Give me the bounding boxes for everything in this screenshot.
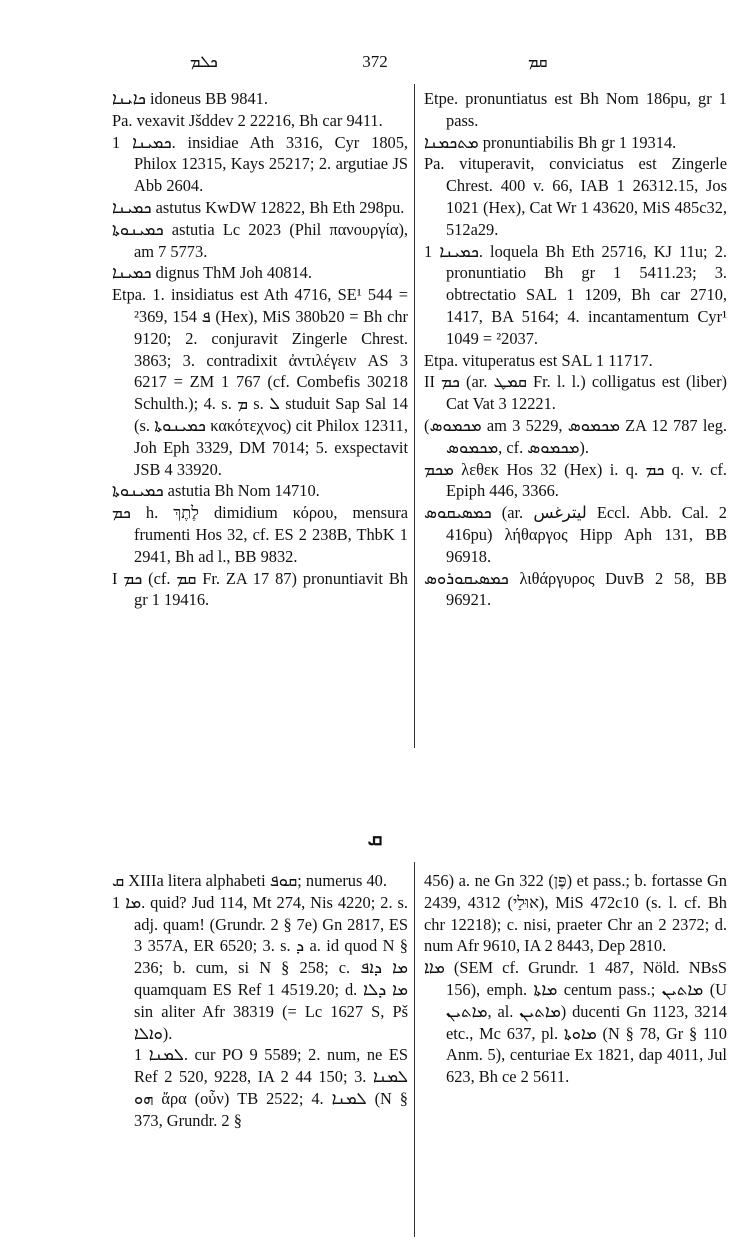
dictionary-entry: ܟܡ h. לֶתֶךְ dimidium κόρου, mensura frumenti Hos 32, cf. ES 2 238B, ThbK 1 2941, Bh ad l., BB 9832. — [112, 503, 408, 566]
dictionary-entry: ܟܡܝܢܘܬܐ astutia Bh Nom 14710. — [112, 481, 320, 501]
column-divider-top — [414, 84, 415, 748]
dictionary-entry: ܡܐ 1. quid? Jud 114, Mt 274, Nis 4220; 2. s. adj. quam! (Grundr. 2 § 7e) Gn 2817, ES 3 357A, ER 6520; 3. s. ܕ a. id quod N § 236; b. cum, si N § 258; c. ܡܐ ܕܐܦ quamquam ES Ref 1 4519.20; d. ܡܐ ܕܠܐ sin aliter Afr 38319 (= Lc 1627 S, Pš ܘܐܠܐ). — [112, 892, 409, 1043]
dictionary-entry: Etpa. 1. insidiatus est Ath 4716, SE¹ 544 = ²369, ܦ 154 (Hex), MiS 380b20 = Bh chr 9120; 2. conjuravit Zingerle Chrest. 3863; 3. contradixit ἀντιλέγειν AS 3 6217 = ZM 1 767 (cf. Combefis 30218 Schulth.); 4. s. ܡ s. ܠ studuit Sap Sal 14 (s. ܟܡܝܢܘܬܐ κακότεχνος) cit Philox 12311, Joh Eph 3329, DM 7014; 5. exspectavit JSB 4 33920. — [112, 285, 408, 479]
dictionary-entry: ܟܡܣܝܩܘܪܘܣ λιθάργυρος DuvB 2 58, BB 96921. — [424, 568, 727, 610]
page-header — [0, 52, 750, 76]
page-number: 372 — [362, 52, 388, 71]
left-column-bottom — [112, 870, 408, 1132]
dictionary-entry: 456) a. ne Gn 322 (פֶּן) et pass.; b. fortasse Gn 2439, 4312 (אוּלַי), MiS 472c10 (s. l. cf. Bh chr 12218); c. nisi, praeter Chr an 2 2372; d. num Afr 9610, IA 2 8443, Dep 2810. — [424, 871, 728, 956]
dictionary-entry: ܠܡܢܐ 1. cur PO 9 5589; 2. num, ne ES Ref 2 520, 9228, IA 2 44 150; 3. ܠܡܢܐ ܗܘ ἄρα (οὖν) TB 2522; 4. ܠܡܢܐ (N § 373, Grundr. 2 § — [134, 1045, 408, 1130]
dictionary-entry: Etpa. vituperatus est SAL 1 11717. — [424, 350, 653, 370]
column-divider-bottom — [414, 862, 415, 1237]
section-letter: ܩ — [367, 826, 383, 850]
dictionary-entry: ܟܐܝܢܐ idoneus BB 9841. — [112, 89, 268, 108]
dictionary-entry: ܟܡܝܢܐ 1. loquela Bh Eth 25716, KJ 11u; 2. pronuntiatio Bh gr 1 5411.23; 3. obtrectatio SAL 1 1209, Bh car 2710, 1417, BA 5164; 4. incantamentum Cyr¹ 1049 = ²2037. — [424, 241, 727, 348]
dictionary-entry: Pa. vituperavit, conviciatus est Zingerle Chrest. 400 v. 66, IAB 1 26312.15, Jos 1021 (Hex), Cat Wr 1 43620, MiS 485c32, 512a29. — [424, 154, 727, 239]
dictionary-entry: ܟܡܝܢܐ astutus KwDW 12822, Bh Eth 298pu. — [112, 197, 405, 217]
header-left-headword: ܟܠܡ — [190, 52, 218, 71]
dictionary-entry: II ܟܡ (ar. ܩܡܛ Fr. l. l.) colligatus est (liber) Cat Vat 3 12221. — [424, 372, 727, 414]
header-right-headword: ܩܡ — [528, 52, 548, 71]
dictionary-entry: ܩ XIIIa litera alphabeti ܩܘܦ; numerus 40. — [112, 871, 387, 890]
dictionary-entry: Pa. vexavit Jšddev 2 22216, Bh car 9411. — [112, 110, 383, 130]
dictionary-entry: ܡܬܟܡܢܐ pronuntiabilis Bh gr 1 19314. — [424, 132, 677, 152]
dictionary-entry: ܟܡܝܢܐ 1. insidiae Ath 3316, Cyr 1805, Philox 12315, Kays 25217; 2. argutiae JS Abb 2604. — [112, 132, 409, 196]
dictionary-entry: ܟܡܝܢܘܬܐ astutia Lc 2023 (Phil πανουργία), am 7 5773. — [112, 219, 408, 261]
dictionary-entry: ܡܐܐ (SEM cf. Grundr. 1 487, Nöld. NBsS 156), emph. ܡܐܬܐ centum pass.; ܡܐܬܝܢ (U ܡܐܬܝܢ, al. ܡܐܬܝܢ) ducenti Gn 1123, 3214 etc., Mc 637, pl. ܡܐܘܬܐ (N § 78, Gr § 110 Anm. 5), centuriae Ex 1821, dap 4011, Jul 623, Bh ce 2 5611. — [424, 958, 727, 1087]
right-column-top — [424, 88, 727, 611]
dictionary-entry: I ܟܡ (cf. ܩܡ Fr. ZA 17 87) pronuntiavit Bh gr 1 19416. — [112, 568, 408, 610]
dictionary-entry: Etpe. pronuntiatus est Bh Nom 186pu, gr 1 pass. — [424, 89, 727, 130]
right-column-bottom — [424, 870, 727, 1088]
dictionary-entry: (ܡܟܡܘܣ am 3 5229, ܡܟܡܘܣ ZA 12 787 leg. ܡܟܡܘܣ, cf. ܡܟܡܘܣ). — [424, 415, 727, 457]
left-column-top — [112, 88, 408, 611]
dictionary-entry: ܟܡܣܝܩܘܣ (ar. ليترغس Eccl. Abb. Cal. 2 416pu) λήθαργος Hipp Aph 131, BB 96918. — [424, 503, 727, 566]
dictionary-entry: ܡܟܡ λεθεκ Hos 32 (Hex) i. q. ܟܡ q. v. cf. Epiph 446, 3366. — [424, 459, 727, 501]
dictionary-entry: ܟܡܝܢܐ dignus ThM Joh 40814. — [112, 263, 312, 283]
